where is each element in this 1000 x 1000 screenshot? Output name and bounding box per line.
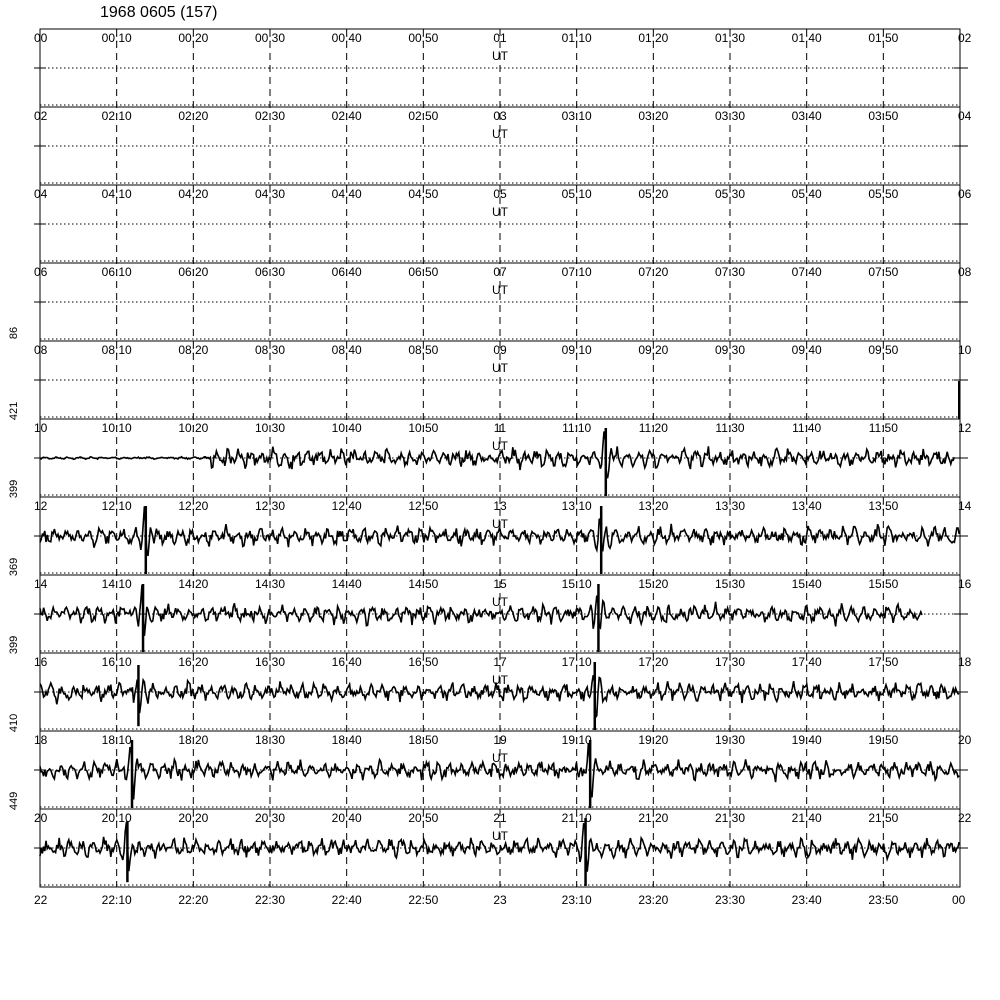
tick-label: 18:50 (408, 733, 439, 747)
tick-label: 02 (34, 109, 48, 123)
tick-label: 06:10 (101, 265, 132, 279)
tick-label: 17 (493, 655, 507, 669)
tick-label: 12:20 (178, 499, 209, 513)
axis-unit-label: UT (492, 49, 508, 63)
tick-label: 08:40 (331, 343, 362, 357)
tick-label: 02:10 (101, 109, 132, 123)
tick-label: 20:30 (254, 811, 286, 825)
channel-side-label: 410 (8, 713, 20, 733)
tick-label: 07:20 (638, 265, 669, 279)
tick-label: 06:40 (331, 265, 362, 279)
tick-label: 14:30 (254, 577, 286, 591)
tick-label: 07:10 (561, 265, 592, 279)
bottom-tick-label: 22:40 (331, 893, 362, 907)
tick-label: 20 (34, 811, 48, 825)
tick-label: 21:40 (791, 811, 822, 825)
tick-label: 21:20 (638, 811, 669, 825)
tick-label: 20:40 (331, 811, 362, 825)
tick-label: 12 (34, 499, 48, 513)
tick-label: 11:10 (562, 421, 592, 435)
bottom-tick-label: 23:30 (714, 893, 746, 907)
tick-label: 08:50 (408, 343, 439, 357)
tick-label: 03 (493, 109, 507, 123)
bottom-tick-label: 23:50 (868, 893, 899, 907)
channel-side-label: 369 (8, 557, 20, 577)
axis-unit-label: UT (492, 517, 508, 531)
tick-label: 19:40 (791, 733, 822, 747)
tick-label: 19:20 (638, 733, 669, 747)
bottom-tick-label: 22:50 (408, 893, 439, 907)
bottom-tick-label: 23 (493, 893, 507, 907)
tick-label: 04 (34, 187, 48, 201)
tick-label: 16 (34, 655, 48, 669)
tick-label: 00:20 (178, 31, 209, 45)
seismic-trace (40, 585, 922, 636)
tick-label: 01:10 (561, 31, 592, 45)
tick-label: 19:10 (561, 733, 592, 747)
tick-label: 21 (493, 811, 507, 825)
tick-label: 10 (34, 421, 48, 435)
tick-label: 09:40 (791, 343, 822, 357)
channel-side-label: 449 (8, 791, 20, 811)
tick-label: 05:30 (714, 187, 746, 201)
tick-label: 14 (34, 577, 48, 591)
axis-unit-label: UT (492, 283, 508, 297)
tick-label: 09:50 (868, 343, 899, 357)
tick-label: 11:30 (715, 421, 745, 435)
tick-label: 16:20 (178, 655, 209, 669)
tick-label: 00:40 (331, 31, 362, 45)
tick-label: 07:40 (791, 265, 822, 279)
tick-label: 02:30 (254, 109, 286, 123)
bottom-tick-label: 22:20 (178, 893, 209, 907)
tick-label: 12:50 (408, 499, 439, 513)
tick-label: 20 (958, 733, 972, 747)
chart-title: 1968 0605 (157) (100, 4, 218, 21)
tick-label: 13 (493, 499, 507, 513)
tick-label: 15:50 (868, 577, 899, 591)
tick-label: 20:10 (101, 811, 132, 825)
tick-label: 05:20 (638, 187, 669, 201)
axis-unit-label: UT (492, 673, 508, 687)
tick-label: 00:30 (254, 31, 286, 45)
channel-side-label: 421 (8, 401, 20, 421)
axis-unit-label: UT (492, 361, 508, 375)
tick-label: 13:40 (791, 499, 822, 513)
tick-label: 15:30 (714, 577, 746, 591)
tick-label: 18 (958, 655, 972, 669)
tick-label: 20:50 (408, 811, 439, 825)
tick-label: 12:30 (254, 499, 286, 513)
tick-label: 04 (958, 109, 972, 123)
tick-label: 07 (493, 265, 507, 279)
tick-label: 02:50 (408, 109, 439, 123)
tick-label: 09:10 (561, 343, 592, 357)
tick-label: 18:30 (254, 733, 286, 747)
tick-label: 09:30 (714, 343, 746, 357)
axis-unit-label: UT (492, 439, 508, 453)
tick-label: 05 (493, 187, 507, 201)
tick-label: 00:50 (408, 31, 439, 45)
tick-label: 02 (958, 31, 972, 45)
channel-side-label: 86 (8, 326, 20, 340)
tick-label: 01:40 (791, 31, 822, 45)
tick-label: 12:10 (101, 499, 132, 513)
bottom-tick-label: 23:40 (791, 893, 822, 907)
channel-side-label: 399 (8, 479, 20, 499)
tick-label: 08 (958, 265, 972, 279)
tick-label: 21:10 (561, 811, 592, 825)
tick-label: 03:20 (638, 109, 669, 123)
tick-label: 08 (34, 343, 48, 357)
tick-label: 01 (493, 31, 507, 45)
axis-unit-label: UT (492, 205, 508, 219)
tick-label: 01:30 (714, 31, 746, 45)
tick-label: 06:30 (254, 265, 286, 279)
tick-label: 19:50 (868, 733, 899, 747)
tick-label: 14:40 (331, 577, 362, 591)
channel-side-label: 399 (8, 635, 20, 655)
tick-label: 05:50 (868, 187, 899, 201)
tick-label: 15:40 (791, 577, 822, 591)
tick-label: 18:40 (331, 733, 362, 747)
tick-label: 03:40 (791, 109, 822, 123)
tick-label: 06:20 (178, 265, 209, 279)
bottom-tick-label: 23:20 (638, 893, 669, 907)
bottom-tick-label: 22 (34, 893, 48, 907)
tick-label: 17:50 (868, 655, 899, 669)
bottom-tick-label: 00 (952, 893, 966, 907)
tick-label: 08:30 (254, 343, 286, 357)
tick-label: 02:40 (331, 109, 362, 123)
tick-label: 16 (958, 577, 972, 591)
tick-label: 06 (34, 265, 48, 279)
tick-label: 13:20 (638, 499, 669, 513)
tick-label: 21:50 (868, 811, 899, 825)
tick-label: 13:50 (868, 499, 899, 513)
tick-label: 20:20 (178, 811, 209, 825)
tick-label: 17:40 (791, 655, 822, 669)
tick-label: 10:50 (408, 421, 439, 435)
tick-label: 11 (493, 421, 507, 435)
tick-label: 18 (34, 733, 48, 747)
tick-label: 10 (958, 343, 972, 357)
tick-label: 13:30 (714, 499, 746, 513)
tick-label: 04:10 (101, 187, 132, 201)
axis-unit-label: UT (492, 127, 508, 141)
tick-label: 22 (958, 811, 972, 825)
bottom-tick-label: 23:10 (561, 893, 592, 907)
tick-label: 15:20 (638, 577, 669, 591)
tick-label: 10:40 (331, 421, 362, 435)
tick-label: 10:30 (254, 421, 286, 435)
tick-label: 13:10 (561, 499, 592, 513)
tick-label: 00:10 (101, 31, 132, 45)
tick-label: 09 (493, 343, 507, 357)
tick-label: 01:20 (638, 31, 669, 45)
tick-label: 04:40 (331, 187, 362, 201)
tick-label: 08:20 (178, 343, 209, 357)
tick-label: 03:30 (714, 109, 746, 123)
tick-label: 17:30 (714, 655, 746, 669)
tick-label: 11:50 (868, 421, 898, 435)
tick-label: 05:10 (561, 187, 592, 201)
tick-label: 16:50 (408, 655, 439, 669)
tick-label: 05:40 (791, 187, 822, 201)
tick-label: 15:10 (561, 577, 592, 591)
axis-unit-label: UT (492, 595, 508, 609)
tick-label: 02:20 (178, 109, 209, 123)
tick-label: 19 (493, 733, 507, 747)
tick-label: 08:10 (101, 343, 132, 357)
tick-label: 14:50 (408, 577, 439, 591)
tick-label: 06:50 (408, 265, 439, 279)
tick-label: 04:50 (408, 187, 439, 201)
tick-label: 12:40 (331, 499, 362, 513)
tick-label: 18:10 (101, 733, 132, 747)
tick-label: 03:50 (868, 109, 899, 123)
tick-label: 10:10 (101, 421, 132, 435)
axis-unit-label: UT (492, 829, 508, 843)
tick-label: 07:50 (868, 265, 899, 279)
tick-label: 18:20 (178, 733, 209, 747)
tick-label: 11:40 (792, 421, 822, 435)
axis-unit-label: UT (492, 751, 508, 765)
tick-label: 16:40 (331, 655, 362, 669)
tick-label: 16:10 (101, 655, 132, 669)
tick-label: 04:30 (254, 187, 286, 201)
tick-label: 11:20 (638, 421, 668, 435)
tick-label: 07:30 (714, 265, 746, 279)
tick-label: 14 (958, 499, 972, 513)
tick-label: 17:20 (638, 655, 669, 669)
tick-label: 10:20 (178, 421, 209, 435)
tick-label: 14:20 (178, 577, 209, 591)
tick-label: 15 (493, 577, 507, 591)
tick-label: 00 (34, 31, 48, 45)
tick-label: 17:10 (561, 655, 592, 669)
tick-label: 09:20 (638, 343, 669, 357)
tick-label: 04:20 (178, 187, 209, 201)
tick-label: 03:10 (561, 109, 592, 123)
tick-label: 16:30 (254, 655, 286, 669)
tick-label: 14:10 (101, 577, 132, 591)
tick-label: 12 (958, 421, 972, 435)
tick-label: 06 (958, 187, 972, 201)
tick-label: 19:30 (714, 733, 746, 747)
tick-label: 21:30 (714, 811, 746, 825)
bottom-tick-label: 22:30 (254, 893, 286, 907)
tick-label: 01:50 (868, 31, 899, 45)
bottom-tick-label: 22:10 (101, 893, 132, 907)
